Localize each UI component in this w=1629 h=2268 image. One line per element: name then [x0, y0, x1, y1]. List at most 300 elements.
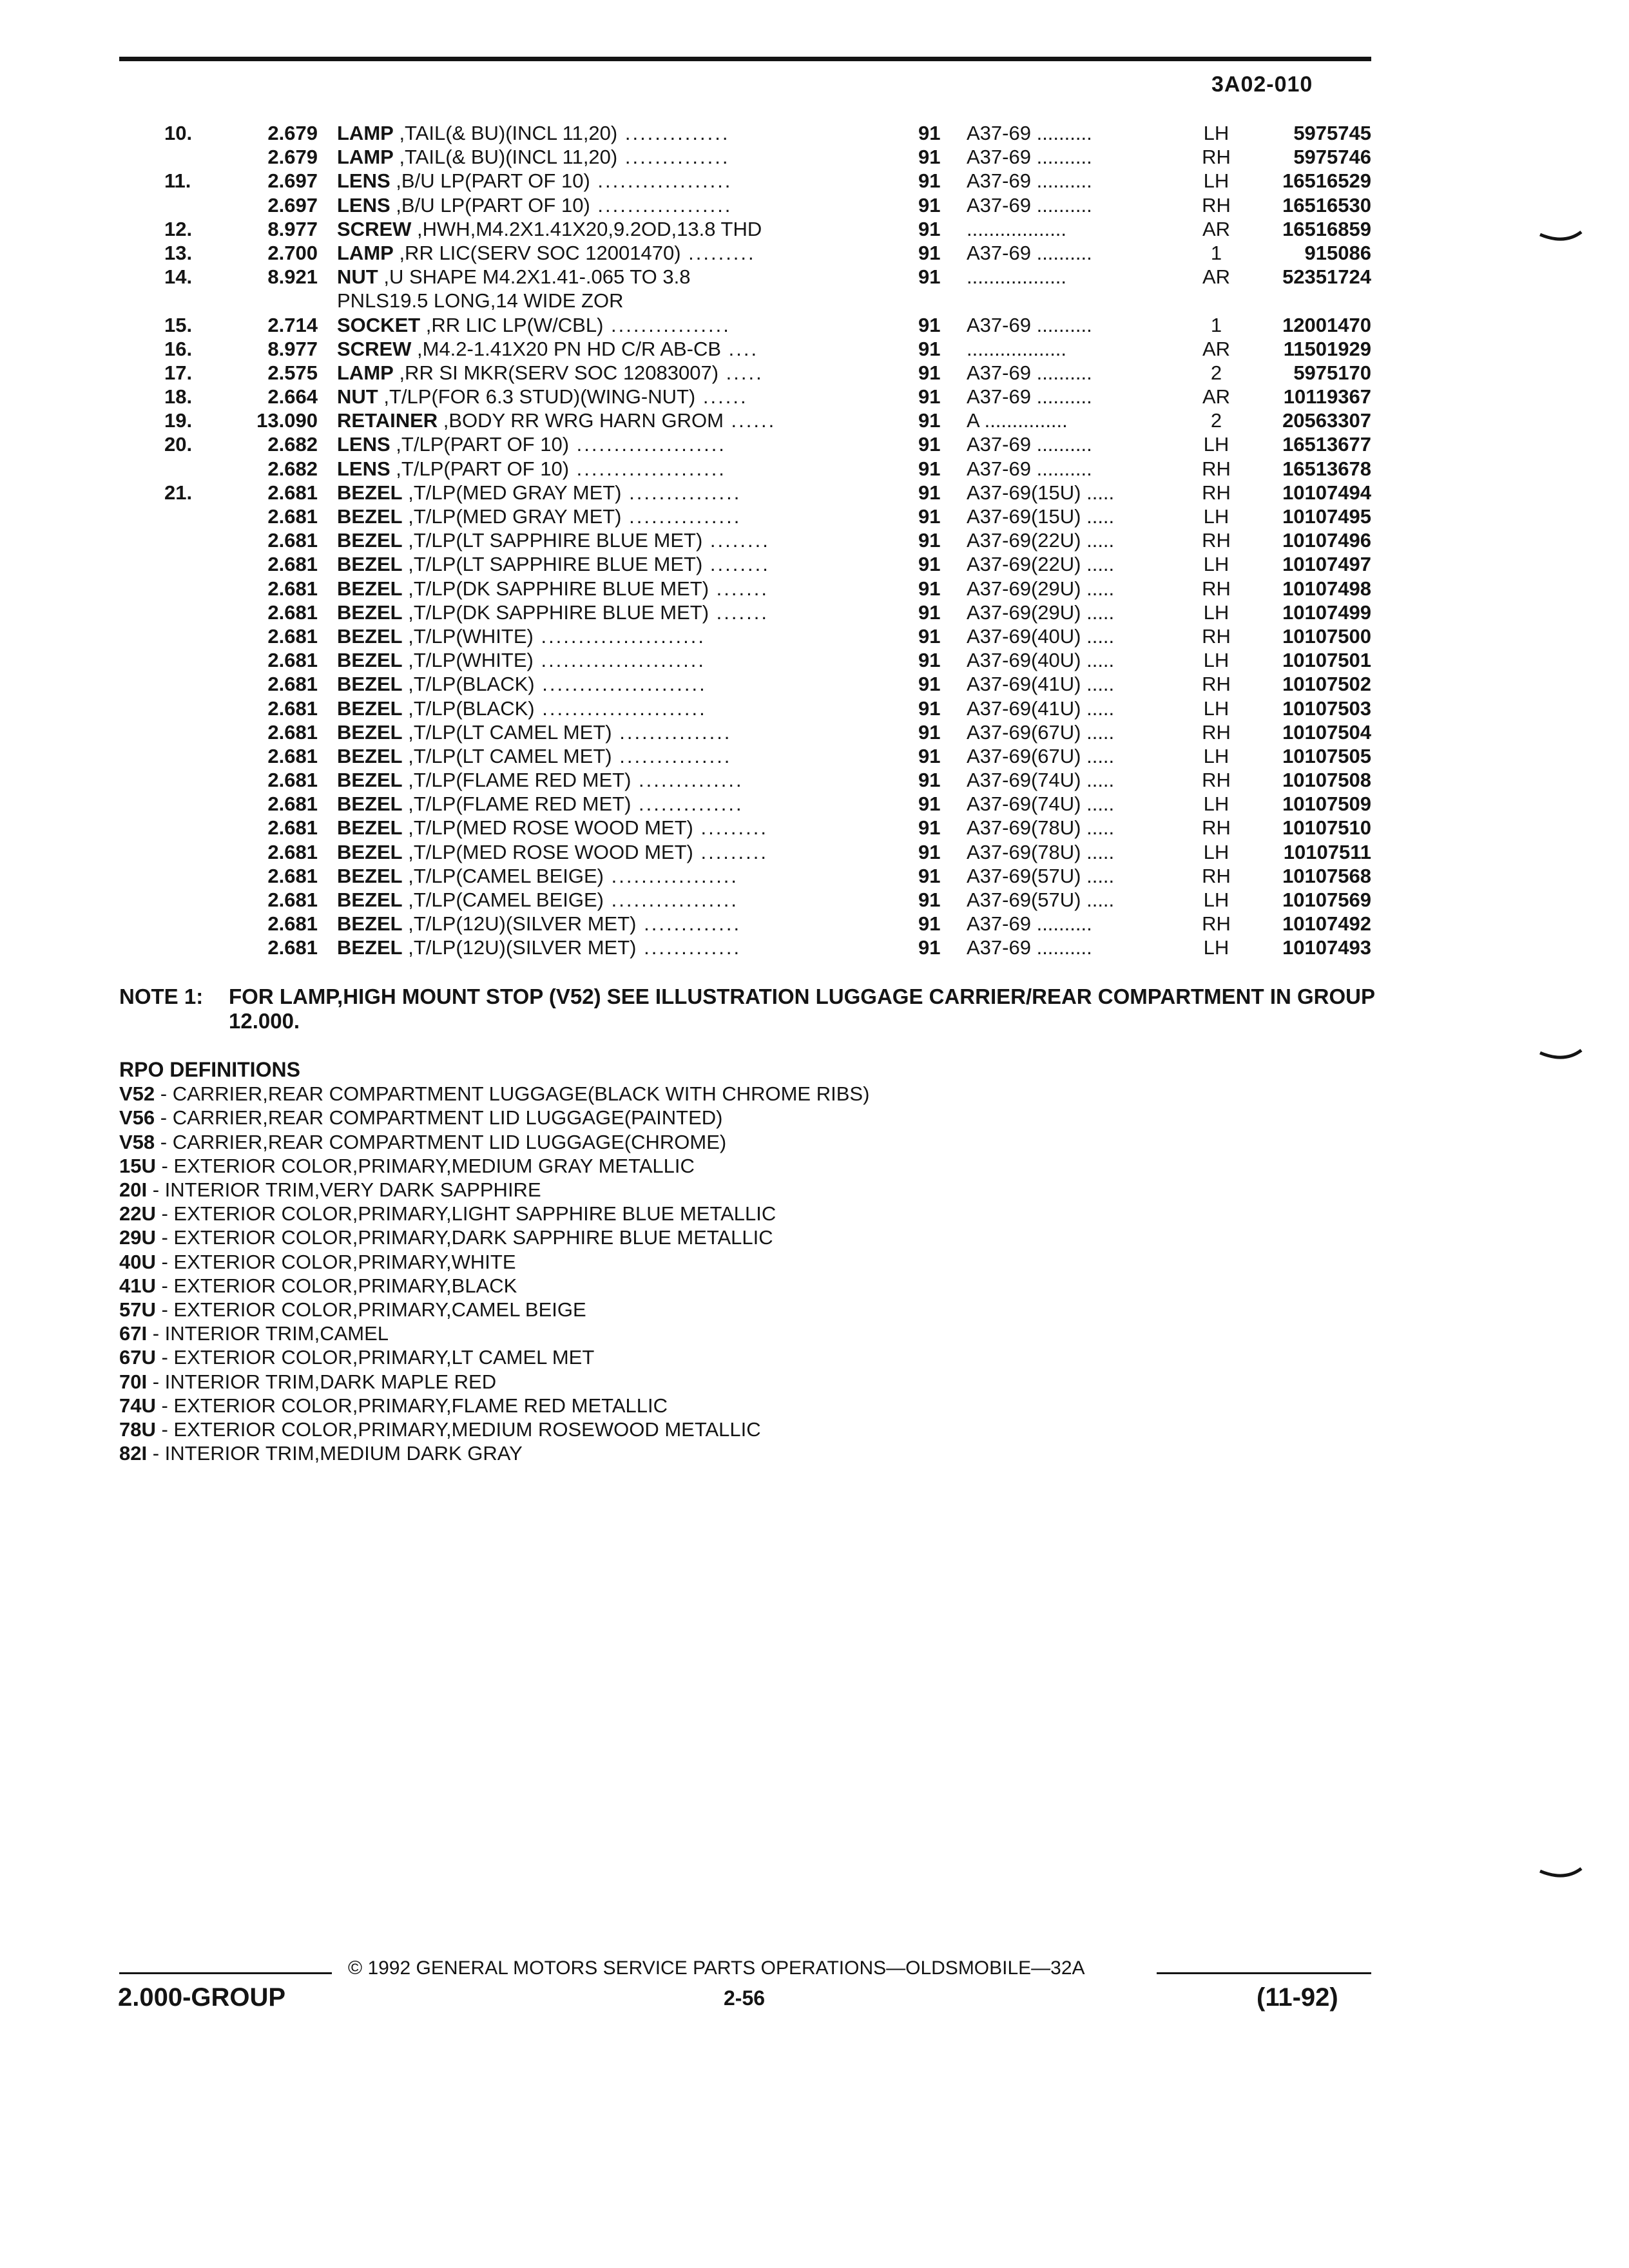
illustration-page: 2.682 [267, 457, 318, 480]
part-description [337, 145, 867, 169]
part-name: BEZEL [337, 864, 403, 887]
quantity: LH [1203, 601, 1229, 624]
part-name: LAMP [337, 146, 394, 169]
note-label: NOTE 1: [119, 985, 204, 1008]
part-name: BEZEL [337, 577, 403, 600]
rpo-item [119, 1202, 1215, 1225]
part-row [0, 265, 1629, 289]
part-row [0, 385, 1629, 408]
quantity: RH [1202, 769, 1231, 792]
model-code: A37-69(40U) ..... [967, 649, 1115, 672]
quantity: 2 [1210, 409, 1222, 432]
part-row [0, 313, 1629, 337]
quantity: LH [1203, 433, 1229, 456]
rpo-item [119, 1298, 1215, 1321]
leader-dots: ................. [604, 889, 739, 911]
illustration-page: 2.681 [267, 936, 318, 959]
part-number: 52351724 [1282, 265, 1371, 289]
model-year: 91 [918, 265, 941, 289]
illustration-page: 8.921 [267, 265, 318, 289]
quantity: LH [1203, 793, 1229, 816]
part-detail: ,T/LP(DK SAPPHIRE BLUE MET) [402, 577, 709, 600]
illustration-page: 2.681 [267, 697, 318, 720]
part-detail: ,T/LP(12U)(SILVER MET) [402, 912, 637, 936]
illustration-page: 2.681 [267, 673, 318, 696]
part-name: BEZEL [337, 769, 403, 792]
model-year: 91 [918, 169, 941, 193]
rpo-text: - INTERIOR TRIM,VERY DARK SAPPHIRE [147, 1178, 541, 1202]
footer-rule-left [119, 1972, 332, 1974]
quantity: RH [1202, 720, 1231, 744]
part-detail: ,T/LP(MED GRAY MET) [402, 481, 622, 504]
illustration-page: 2.575 [267, 361, 318, 384]
part-row [0, 528, 1629, 552]
leader-dots: ....... [709, 601, 769, 624]
item-number: 21. [164, 481, 193, 504]
quantity: 2 [1210, 361, 1222, 384]
part-name: BEZEL [337, 912, 403, 936]
part-row [0, 457, 1629, 481]
illustration-page: 2.697 [267, 193, 318, 216]
model-year: 91 [918, 385, 941, 408]
rpo-text: - CARRIER,REAR COMPARTMENT LID LUGGAGE(CHROME) [155, 1130, 727, 1153]
model-year: 91 [918, 720, 941, 744]
quantity: LH [1203, 505, 1229, 528]
quantity: AR [1202, 385, 1231, 408]
part-detail: ,T/LP(MED ROSE WOOD MET) [402, 816, 693, 840]
part-description [337, 816, 867, 840]
model-year: 91 [918, 146, 941, 169]
leader-dots: .................. [590, 193, 733, 216]
quantity: 1 [1210, 313, 1222, 336]
leader-dots: ............... [621, 481, 742, 504]
rpo-text: - CARRIER,REAR COMPARTMENT LUGGAGE(BLACK WITH CHROME RIBS) [155, 1082, 870, 1106]
quantity: RH [1202, 673, 1231, 696]
footer-rule-right [1157, 1972, 1371, 1974]
part-description [337, 289, 867, 312]
rpo-item [119, 1130, 1215, 1154]
part-description [337, 648, 867, 672]
model-year: 91 [918, 313, 941, 336]
model-code: A37-69(29U) ..... [967, 577, 1115, 600]
part-name: SOCKET [337, 313, 421, 336]
part-detail: ,RR LIC LP(W/CBL) [420, 313, 604, 336]
quantity: 1 [1210, 241, 1222, 264]
illustration-page: 2.681 [267, 912, 318, 936]
rpo-item [119, 1418, 1215, 1441]
model-code: .................. [967, 265, 1067, 289]
model-code: A37-69(74U) ..... [967, 793, 1115, 816]
illustration-page: 2.681 [267, 793, 318, 816]
leader-dots: ...................... [533, 649, 706, 672]
part-description [337, 912, 867, 936]
model-code: A37-69 .......... [967, 146, 1092, 169]
part-number: 10107568 [1282, 864, 1371, 887]
item-number: 18. [164, 385, 193, 408]
part-row [0, 145, 1629, 169]
top-rule [119, 57, 1371, 61]
quantity: LH [1203, 744, 1229, 767]
quantity: LH [1203, 840, 1229, 863]
part-detail: ,T/LP(LT SAPPHIRE BLUE MET) [402, 553, 703, 576]
illustration-page: 2.679 [267, 146, 318, 169]
part-name: LAMP [337, 122, 394, 144]
rpo-code: 20I [119, 1178, 148, 1202]
quantity: LH [1203, 553, 1229, 576]
rpo-item [119, 1082, 1215, 1106]
quantity: LH [1203, 697, 1229, 720]
leader-dots: ......... [680, 241, 756, 264]
part-name: BEZEL [337, 481, 403, 504]
part-number: 5975170 [1293, 361, 1371, 384]
model-code: A37-69 .......... [967, 361, 1092, 384]
leader-dots: ............... [612, 744, 732, 767]
rpo-text: - EXTERIOR COLOR,PRIMARY,LT CAMEL MET [155, 1346, 595, 1369]
model-year: 91 [918, 217, 941, 240]
part-row [0, 121, 1629, 145]
illustration-page: 8.977 [267, 217, 318, 240]
rpo-code: 29U [119, 1226, 156, 1249]
binding-mark [1539, 1049, 1584, 1062]
part-detail: ,T/LP(DK SAPPHIRE BLUE MET) [402, 601, 709, 624]
part-detail: ,BODY RR WRG HARN GROM [438, 409, 724, 432]
model-code: A37-69(41U) ..... [967, 673, 1115, 696]
model-year: 91 [918, 193, 941, 216]
model-year: 91 [918, 744, 941, 767]
part-description [337, 481, 867, 505]
part-name: NUT [337, 265, 378, 289]
part-description [337, 697, 867, 720]
model-code: A37-69 .......... [967, 385, 1092, 408]
leader-dots: ....... [709, 577, 769, 600]
part-number: 5975746 [1293, 146, 1371, 169]
model-code: .................. [967, 337, 1067, 360]
part-description [337, 121, 867, 145]
part-description [337, 768, 867, 792]
leader-dots: ......... [693, 816, 768, 840]
part-name: BEZEL [337, 936, 403, 959]
part-name: BEZEL [337, 840, 403, 863]
part-number: 16513678 [1282, 457, 1371, 480]
illustration-page: 2.681 [267, 553, 318, 576]
part-number: 10107500 [1282, 624, 1371, 648]
quantity: AR [1202, 337, 1231, 360]
illustration-page: 8.977 [267, 337, 318, 360]
quantity: RH [1202, 481, 1231, 504]
part-name: BEZEL [337, 744, 403, 767]
model-code: A37-69(15U) ..... [967, 481, 1115, 504]
part-description [337, 744, 867, 768]
page-number: 2-56 [724, 1986, 766, 2010]
rpo-text: - EXTERIOR COLOR,PRIMARY,LIGHT SAPPHIRE BLUE METALLIC [155, 1202, 776, 1225]
item-number: 13. [164, 241, 193, 264]
model-year: 91 [918, 529, 941, 552]
parts-list [0, 121, 1629, 960]
part-name: BEZEL [337, 553, 403, 576]
part-detail: ,T/LP(CAMEL BEIGE) [402, 889, 604, 911]
part-description [337, 552, 867, 576]
part-description [337, 385, 867, 408]
item-number: 11. [164, 169, 191, 193]
part-detail: ,T/LP(PART OF 10) [390, 457, 570, 480]
part-detail: ,RR SI MKR(SERV SOC 12083007) [393, 361, 719, 384]
model-year: 91 [918, 624, 941, 648]
page-code: 3A02-010 [1211, 72, 1313, 97]
part-row [0, 577, 1629, 601]
model-year: 91 [918, 577, 941, 600]
quantity: RH [1202, 624, 1231, 648]
part-row [0, 816, 1629, 840]
quantity: AR [1202, 265, 1231, 289]
model-year: 91 [918, 816, 941, 840]
rpo-item [119, 1225, 1215, 1249]
leader-dots: ...... [723, 409, 776, 432]
model-code: A37-69 .......... [967, 433, 1092, 456]
part-name: BEZEL [337, 697, 403, 720]
part-name: LAMP [337, 241, 394, 264]
leader-dots: ................. [604, 864, 739, 887]
quantity: RH [1202, 529, 1231, 552]
model-year: 91 [918, 889, 941, 911]
binding-mark [1539, 1867, 1584, 1880]
part-description [337, 601, 867, 624]
leader-dots: ............. [636, 912, 742, 936]
part-detail: ,T/LP(LT CAMEL MET) [402, 744, 612, 767]
illustration-page: 2.664 [267, 385, 318, 408]
part-number: 10107493 [1282, 936, 1371, 959]
part-row [0, 241, 1629, 265]
part-number: 10107498 [1282, 577, 1371, 600]
part-description [337, 169, 867, 193]
part-number: 16513677 [1282, 433, 1371, 456]
part-detail: ,B/U LP(PART OF 10) [390, 169, 590, 193]
rpo-text: - EXTERIOR COLOR,PRIMARY,DARK SAPPHIRE BLUE METALLIC [155, 1226, 773, 1249]
part-description [337, 361, 867, 385]
model-year: 91 [918, 122, 941, 144]
part-detail: ,T/LP(12U)(SILVER MET) [402, 936, 637, 959]
part-number: 20563307 [1282, 409, 1371, 432]
part-detail: ,T/LP(LT CAMEL MET) [402, 720, 612, 744]
illustration-page: 13.090 [256, 409, 318, 432]
rpo-item [119, 1274, 1215, 1298]
rpo-text: - EXTERIOR COLOR,PRIMARY,MEDIUM ROSEWOOD METALLIC [155, 1418, 761, 1441]
illustration-page: 2.700 [267, 241, 318, 264]
model-year: 91 [918, 840, 941, 863]
leader-dots: ................ [603, 313, 731, 336]
model-year: 91 [918, 505, 941, 528]
quantity: RH [1202, 193, 1231, 216]
leader-dots: ........ [702, 553, 770, 576]
part-row [0, 864, 1629, 888]
rpo-text: - EXTERIOR COLOR,PRIMARY,MEDIUM GRAY METALLIC [155, 1154, 695, 1177]
model-year: 91 [918, 481, 941, 504]
part-number: 10107497 [1282, 553, 1371, 576]
leader-dots: .............. [617, 146, 730, 169]
note-text: FOR LAMP,HIGH MOUNT STOP (V52) SEE ILLUSTRATION LUGGAGE CARRIER/REAR COMPARTMENT IN GROUP 12.000. [229, 985, 1375, 1033]
illustration-page: 2.681 [267, 577, 318, 600]
part-description [337, 888, 867, 912]
part-detail: ,T/LP(MED ROSE WOOD MET) [402, 840, 693, 863]
model-code: A37-69(78U) ..... [967, 840, 1115, 863]
part-number: 16516529 [1282, 169, 1371, 193]
part-row [0, 888, 1629, 912]
part-description [337, 408, 867, 432]
illustration-page: 2.679 [267, 122, 318, 144]
part-row [0, 768, 1629, 792]
part-number: 16516859 [1282, 217, 1371, 240]
part-detail: ,B/U LP(PART OF 10) [390, 193, 590, 216]
model-code: A37-69(57U) ..... [967, 864, 1115, 887]
illustration-page: 2.714 [267, 313, 318, 336]
part-row [0, 193, 1629, 217]
part-detail: ,RR LIC(SERV SOC 12001470) [393, 241, 681, 264]
leader-dots: ...................... [534, 673, 707, 696]
part-name: LENS [337, 169, 390, 193]
part-row [0, 169, 1629, 193]
part-name: RETAINER [337, 409, 438, 432]
rpo-text: - INTERIOR TRIM,MEDIUM DARK GRAY [147, 1442, 523, 1465]
part-name: BEZEL [337, 793, 403, 816]
rpo-text: - INTERIOR TRIM,CAMEL [147, 1322, 389, 1345]
rpo-list [119, 1082, 1215, 1465]
part-description [337, 528, 867, 552]
rpo-code: 41U [119, 1274, 156, 1297]
part-number: 10107510 [1282, 816, 1371, 840]
rpo-code: 70I [119, 1370, 148, 1393]
quantity: RH [1202, 864, 1231, 887]
part-detail: ,HWH,M4.2X1.41X20,9.2OD,13.8 THD [411, 217, 762, 240]
part-number: 915086 [1304, 241, 1371, 264]
part-description [337, 792, 867, 816]
model-code: A37-69 .......... [967, 912, 1092, 936]
part-name: LAMP [337, 361, 394, 384]
part-row [0, 217, 1629, 241]
part-name: NUT [337, 385, 378, 408]
rpo-heading: RPO DEFINITIONS [119, 1058, 300, 1081]
leader-dots: ...... [695, 385, 748, 408]
part-detail: ,T/LP(MED GRAY MET) [402, 505, 622, 528]
part-detail: ,T/LP(FLAME RED MET) [402, 769, 631, 792]
model-year: 91 [918, 241, 941, 264]
part-name: BEZEL [337, 649, 403, 672]
model-code: A37-69 .......... [967, 241, 1092, 264]
part-row [0, 648, 1629, 672]
part-detail: ,T/LP(CAMEL BEIGE) [402, 864, 604, 887]
part-row [0, 408, 1629, 432]
part-number: 10107499 [1282, 601, 1371, 624]
item-number: 16. [164, 337, 193, 360]
model-code: .................. [967, 217, 1067, 240]
model-code: A37-69(22U) ..... [967, 529, 1115, 552]
rpo-item [119, 1106, 1215, 1129]
part-number: 10107501 [1282, 649, 1371, 672]
part-description [337, 313, 867, 337]
illustration-page: 2.682 [267, 433, 318, 456]
part-description [337, 577, 867, 601]
part-number: 10107511 [1283, 840, 1371, 863]
item-number: 17. [164, 361, 193, 384]
illustration-page: 2.681 [267, 505, 318, 528]
part-row [0, 840, 1629, 864]
part-detail: ,T/LP(WHITE) [402, 649, 534, 672]
rpo-item [119, 1250, 1215, 1274]
rpo-code: 57U [119, 1298, 156, 1321]
part-description [337, 936, 867, 959]
rpo-text: - CARRIER,REAR COMPARTMENT LID LUGGAGE(PAINTED) [155, 1106, 723, 1129]
leader-dots: .............. [617, 122, 730, 144]
rpo-code: 40U [119, 1250, 156, 1273]
part-number: 10119367 [1283, 385, 1371, 408]
model-code: A37-69(74U) ..... [967, 769, 1115, 792]
part-description [337, 193, 867, 217]
part-name: BEZEL [337, 889, 403, 911]
quantity: LH [1203, 649, 1229, 672]
part-description [337, 265, 867, 289]
rpo-item [119, 1321, 1215, 1345]
rpo-code: 82I [119, 1442, 148, 1465]
part-detail: ,T/LP(BLACK) [402, 697, 535, 720]
part-number: 10107505 [1282, 744, 1371, 767]
illustration-page: 2.681 [267, 864, 318, 887]
part-number: 10107496 [1282, 529, 1371, 552]
part-row [0, 505, 1629, 528]
rpo-item [119, 1441, 1215, 1465]
part-description [337, 505, 867, 528]
quantity: LH [1203, 169, 1229, 193]
part-name: LENS [337, 433, 390, 456]
leader-dots: ........ [702, 529, 770, 552]
leader-dots: ............... [621, 505, 742, 528]
part-detail: ,T/LP(BLACK) [402, 673, 535, 696]
part-name: BEZEL [337, 720, 403, 744]
leader-dots: .... [721, 337, 759, 360]
rpo-code: 15U [119, 1154, 156, 1177]
part-description [337, 457, 867, 481]
model-year: 91 [918, 864, 941, 887]
part-row [0, 672, 1629, 696]
part-row [0, 432, 1629, 456]
part-detail: PNLS19.5 LONG,14 WIDE ZOR [337, 289, 624, 312]
group-label: 2.000-GROUP [118, 1983, 286, 2012]
part-detail: ,T/LP(LT SAPPHIRE BLUE MET) [402, 529, 703, 552]
part-detail: ,TAIL(& BU)(INCL 11,20) [393, 146, 618, 169]
part-row [0, 289, 1629, 312]
leader-dots: ............... [612, 720, 732, 744]
part-detail: ,M4.2-1.41X20 PN HD C/R AB-CB [411, 337, 722, 360]
illustration-page: 2.681 [267, 816, 318, 840]
model-code: A37-69 .......... [967, 122, 1092, 144]
model-code: A37-69 .......... [967, 169, 1092, 193]
quantity: RH [1202, 912, 1231, 936]
illustration-page: 2.681 [267, 720, 318, 744]
illustration-page: 2.681 [267, 769, 318, 792]
part-row [0, 552, 1629, 576]
part-row [0, 337, 1629, 361]
rpo-item [119, 1154, 1215, 1178]
rpo-code: 67I [119, 1322, 148, 1345]
model-code: A37-69(40U) ..... [967, 624, 1115, 648]
part-number: 10107503 [1282, 697, 1371, 720]
part-description [337, 432, 867, 456]
part-row [0, 624, 1629, 648]
part-row [0, 792, 1629, 816]
quantity: RH [1202, 816, 1231, 840]
part-row [0, 936, 1629, 959]
rpo-item [119, 1394, 1215, 1418]
rpo-item [119, 1178, 1215, 1202]
model-year: 91 [918, 936, 941, 959]
leader-dots: .................... [569, 457, 726, 480]
